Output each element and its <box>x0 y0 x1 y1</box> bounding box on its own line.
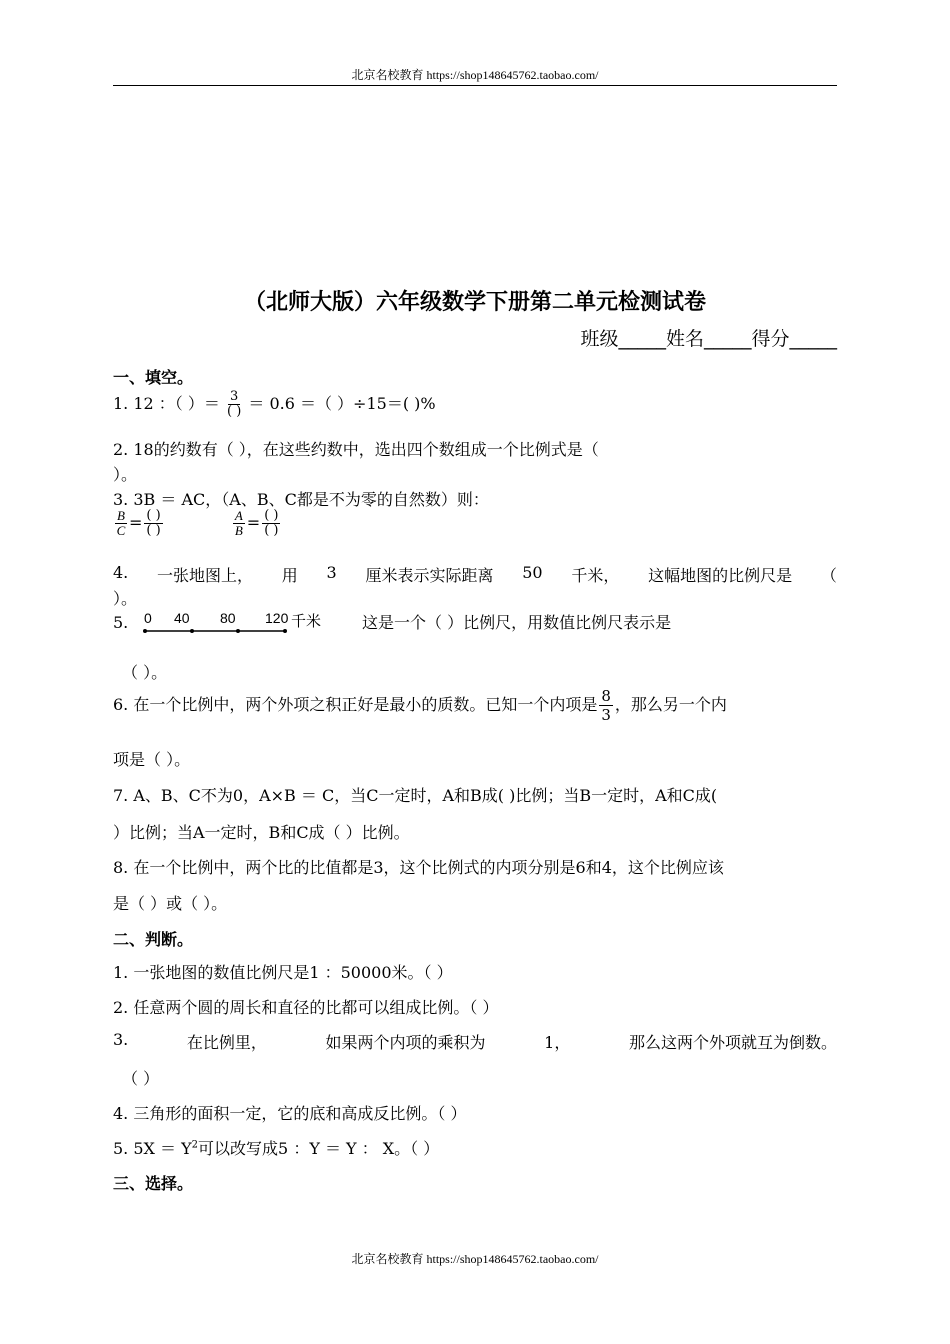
question-3-line1: 3. 3B ＝ AC，（A、B、C都是不为零的自然数）则： <box>113 490 489 509</box>
j3-word: 在比例里， <box>186 1033 267 1052</box>
q3-frac2-left <box>233 509 245 538</box>
q4-word: 50 <box>522 563 543 582</box>
question-5-text: 这是一个（ ）比例尺，用数值比例尺表示是 <box>362 613 672 632</box>
question-8-line1: 8. 在一个比例中，两个比的比值都是3，这个比例式的内项分别是6和4，这个比例应该 <box>113 858 724 877</box>
question-6-line2: 项是（ ）。 <box>113 750 191 769</box>
q3-f1-rden: ( ) <box>146 523 161 538</box>
q3-frac2-right <box>262 509 280 538</box>
question-3-fractions <box>113 509 282 538</box>
scale-point <box>236 629 240 633</box>
q3-f2-eq: = <box>246 513 261 532</box>
question-6-line1 <box>113 687 727 724</box>
scale-tick-label: 40 <box>174 610 190 626</box>
q3-f1-num: B <box>117 508 125 523</box>
q3-f2-rnum: ( ) <box>264 508 279 523</box>
section-choose-heading: 三、选择。 <box>113 1174 194 1193</box>
j3-word: 1， <box>544 1033 571 1052</box>
question-8-line2: 是（ ）或（ ）。 <box>113 894 228 913</box>
q1-frac-num: 3 <box>229 389 239 404</box>
judge-5 <box>113 1136 439 1159</box>
judge-4: 4. 三角形的面积一定，它的底和高成反比例。（ ） <box>113 1104 467 1123</box>
question-4-line2: ）。 <box>113 589 138 608</box>
j5-exponent: 2 <box>191 1139 199 1151</box>
scale-point <box>190 629 194 633</box>
scale-tick-label: 120 <box>265 610 289 626</box>
q3-f1-eq: = <box>128 513 143 532</box>
question-4-line1 <box>113 563 837 586</box>
section-judge-heading: 二、判断。 <box>113 930 194 949</box>
q3-f1-den: C <box>116 523 126 538</box>
judge-3-line1 <box>113 1030 837 1053</box>
q3-f2-rden: ( ) <box>264 523 279 538</box>
q4-word: 用 <box>281 566 298 585</box>
q4-word: 3 <box>326 563 337 582</box>
scale-point <box>283 629 287 633</box>
q6-text-b: ，那么另一个内 <box>614 695 727 714</box>
q3-f2-num: A <box>234 508 243 523</box>
q4-word: 千米， <box>571 566 620 585</box>
q1-text-a: 1. 12 ：（ ）＝ <box>113 394 225 413</box>
class-label: 班级_____ <box>580 328 666 350</box>
section-fill-heading: 一、填空。 <box>113 368 194 387</box>
q4-word: （ <box>820 566 837 585</box>
q3-frac1-left <box>115 509 127 538</box>
q6-frac-num: 8 <box>601 687 611 705</box>
judge-2: 2. 任意两个圆的周长和直径的比都可以组成比例。（ ） <box>113 998 499 1017</box>
question-5-line2: （ ）。 <box>122 663 168 682</box>
name-label: 姓名_____ <box>665 328 752 350</box>
q4-word: 这幅地图的比例尺是 <box>648 566 793 585</box>
question-7-line2: ）比例；当A一定时，B和C成（ ）比例。 <box>113 823 410 842</box>
j5-text-b: 可以改写成5 ：Y ＝ Y ： X。（ ） <box>198 1139 440 1158</box>
header-rule <box>113 85 837 86</box>
j3-word: 那么这两个外项就互为倒数。 <box>628 1033 837 1052</box>
scale-unit: 千米 <box>291 612 322 630</box>
page-footer: 北京名校教育 https://shop148645762.taobao.com/ <box>351 1252 599 1266</box>
q4-word: 一张地图上， <box>157 566 254 585</box>
q4-word: 4. <box>113 563 129 582</box>
question-2-line2: ）。 <box>113 465 138 484</box>
score-label: 得分_____ <box>751 328 837 350</box>
scale-bar <box>140 610 300 638</box>
question-2-line1: 2. 18的约数有（ ），在这些约数中，选出四个数组成一个比例式是（ <box>113 440 599 459</box>
page-title: （北师大版）六年级数学下册第二单元检测试卷 <box>243 290 706 315</box>
q1-fraction <box>227 390 241 419</box>
judge-1: 1. 一张地图的数值比例尺是1 ：50000米。（ ） <box>113 963 453 982</box>
q4-word: 厘米表示实际距离 <box>365 566 494 585</box>
scale-tick-label: 80 <box>220 610 236 626</box>
q3-f1-rnum: ( ) <box>146 508 161 523</box>
q3-frac1-right <box>144 509 162 538</box>
q6-frac-den: 3 <box>601 706 611 724</box>
j3-word: 如果两个内项的乘积为 <box>325 1033 486 1052</box>
j3-word: 3. <box>113 1030 129 1049</box>
q3-f2-den: B <box>234 523 243 538</box>
judge-3-line2: （ ） <box>122 1069 160 1088</box>
question-1 <box>113 390 436 419</box>
line-scale <box>140 610 300 638</box>
j5-text-a: 5. 5X ＝ Y <box>113 1139 192 1158</box>
q1-frac-den: ( ) <box>226 404 242 419</box>
student-info <box>580 324 837 351</box>
scale-tick-label: 0 <box>144 610 152 626</box>
q1-text-b: ＝ 0.6 ＝（ ）÷15＝( )% <box>243 394 436 413</box>
q6-text-a: 6. 在一个比例中，两个外项之积正好是最小的质数。已知一个内项是 <box>113 695 598 714</box>
page-header: 北京名校教育 https://shop148645762.taobao.com/ <box>351 68 599 82</box>
q6-fraction <box>599 687 613 724</box>
scale-point <box>143 629 147 633</box>
question-5-number: 5. <box>113 613 129 632</box>
question-7-line1: 7. A、B、C不为0，A×B ＝ C，当C一定时，A和B成( )比例；当B一定时，A和C成( <box>113 786 718 805</box>
